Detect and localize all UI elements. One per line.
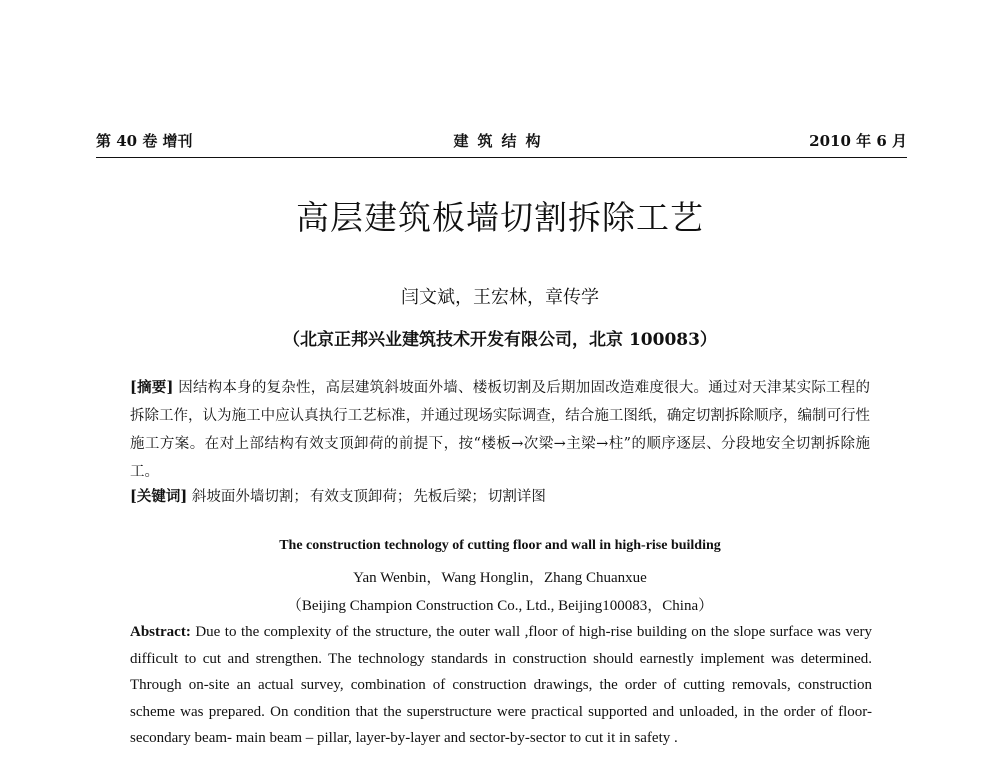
volume-issue: 第 40 卷 增刊	[96, 132, 193, 150]
keyword: 有效支顶卸荷；	[309, 489, 412, 505]
abstract-text: 因结构本身的复杂性，高层建筑斜坡面外墙、楼板切割及后期加固改造难度很大。通过对天津某实际工程的拆除工作，认为施工中应认真执行工艺标准，并通过现场实际调查，结合施工图纸，确定切割拆除顺序，编制可行性施工方案。在对上部结构有效支顶卸荷的前提下，按“楼板→次梁→主梁→柱”的顺序逐层、分段地安全切割拆除施工。	[130, 380, 870, 480]
header-rule	[96, 157, 907, 158]
article-affiliation: （北京正邦兴业建筑技术开发有限公司，北京 100083）	[283, 330, 717, 350]
keyword: 斜坡面外墙切割；	[191, 489, 308, 505]
english-affiliation: （Beijing Champion Construction Co., Ltd., Beijing100083，China）	[286, 598, 714, 614]
keyword: 先板后梁；	[413, 489, 486, 505]
english-abstract-label: Abstract:	[130, 624, 191, 640]
publication-date: 2010 年 6 月	[809, 132, 907, 150]
article-authors: 闫文斌，王宏林，章传学	[401, 287, 599, 308]
english-title: The construction technology of cutting floor and wall in high-rise building	[279, 538, 721, 553]
journal-name: 建筑结构	[453, 132, 550, 150]
running-header	[96, 130, 907, 156]
chinese-keywords	[130, 484, 870, 510]
keyword: 切割详图	[487, 489, 546, 505]
chinese-abstract	[130, 374, 870, 486]
english-abstract-text: Due to the complexity of the structure, the outer wall ,floor of high-rise building on the slope surface was very difficult to cut and strengthen. The technology standards in construction should earnestly implement was determined. Through on-site an actual survey, combination of construction drawings, the order of cutting removals, construction scheme was prepared. On condition that the superstructure were practical supported and unloaded, in the order of floor-secondary beam- main beam – pillar, layer-by-layer and sector-by-sector to cut it in safety .	[130, 624, 872, 746]
english-abstract	[130, 619, 872, 752]
english-authors: Yan Wenbin，Wang Honglin，Zhang Chuanxue	[353, 570, 647, 586]
abstract-label: [摘要]	[130, 379, 174, 396]
keywords-label: [关键词]	[130, 488, 188, 505]
article-title: 高层建筑板墙切割拆除工艺	[296, 198, 704, 237]
